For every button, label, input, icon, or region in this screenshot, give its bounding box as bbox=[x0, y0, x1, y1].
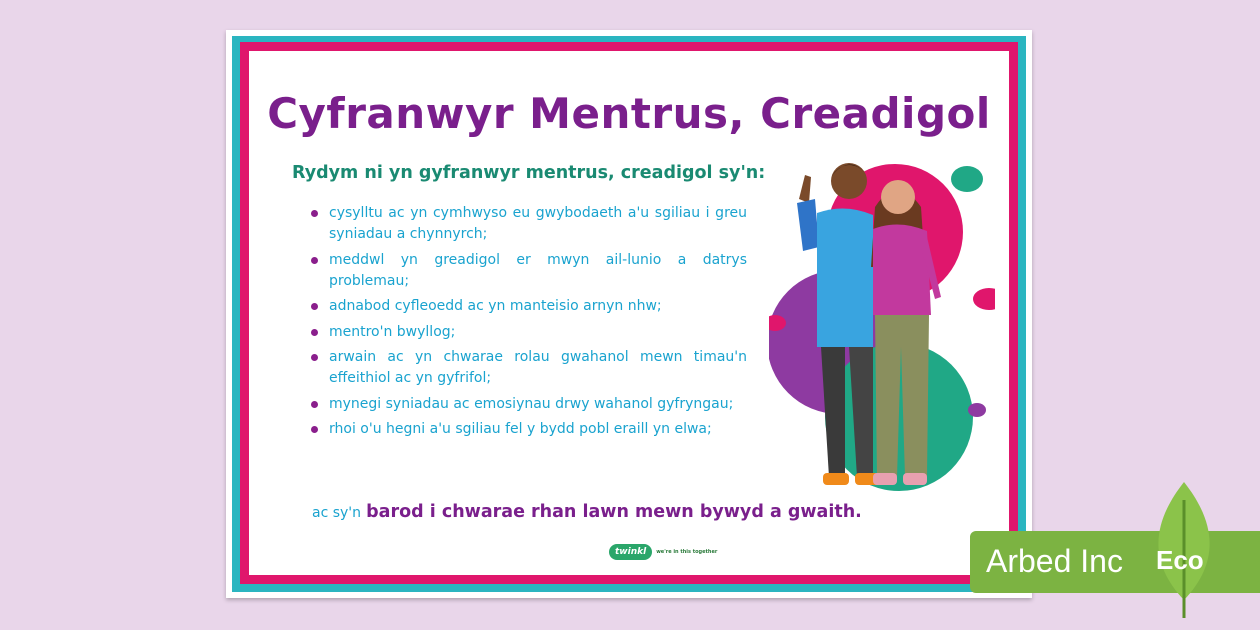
list-item bbox=[311, 419, 747, 440]
list-item-text: meddwl yn greadigol er mwyn ail-lunio a datrys problemau; bbox=[329, 251, 747, 289]
list-item-text: adnabod cyfleoedd ac yn manteisio arnyn nhw; bbox=[329, 298, 662, 314]
bullet-icon bbox=[311, 210, 318, 217]
bullet-icon bbox=[311, 257, 318, 264]
badge-brand: Arbed Inc bbox=[986, 543, 1123, 579]
list-item bbox=[311, 203, 747, 245]
bullet-icon bbox=[311, 329, 318, 336]
list-item-text: mentro'n bwyllog; bbox=[329, 323, 456, 340]
list-item bbox=[311, 394, 747, 415]
list-item-text: cysylltu ac yn cymhwyso eu gwybodaeth a'u sgiliau i greu syniadau a chynnyrch; bbox=[329, 205, 747, 242]
poster-intro: Rydym ni yn gyfranwyr mentrus, creadigol sy'n: bbox=[292, 163, 766, 183]
poster bbox=[226, 30, 1032, 598]
decor-circle bbox=[951, 166, 983, 192]
closing-statement: barod i chwarae rhan lawn mewn bywyd a gwaith. bbox=[366, 502, 862, 522]
list-item bbox=[311, 347, 747, 389]
bullet-icon bbox=[311, 401, 318, 408]
bullet-icon bbox=[311, 303, 318, 310]
criteria-list bbox=[311, 203, 747, 445]
closing-prefix: ac sy'n bbox=[312, 505, 362, 521]
bullet-icon bbox=[311, 426, 318, 433]
list-item bbox=[311, 250, 747, 292]
list-item-text: rhoi o'u hegni a'u sgiliau fel y bydd pobl eraill yn elwa; bbox=[329, 421, 712, 437]
list-item bbox=[311, 296, 747, 317]
logo-tagline: we're in this together bbox=[656, 549, 718, 555]
list-item bbox=[311, 322, 747, 343]
poster-title: Cyfranwyr Mentrus, Creadigol bbox=[267, 89, 991, 138]
decor-circle bbox=[968, 403, 986, 417]
children-illustration bbox=[769, 147, 995, 507]
badge-eco: Eco bbox=[1156, 545, 1204, 575]
list-item-text: arwain ac yn chwarae rolau gwahanol mewn timau'n effeithiol ac yn gyfrifol; bbox=[329, 349, 747, 386]
decor-circle bbox=[973, 288, 995, 310]
bullet-icon bbox=[311, 354, 318, 361]
logo-mark: twinkl bbox=[609, 544, 652, 560]
twinkl-logo bbox=[609, 544, 717, 560]
list-item-text: mynegi syniadau ac emosiynau drwy wahanol gyfryngau; bbox=[329, 395, 734, 412]
poster-content bbox=[249, 51, 1009, 575]
